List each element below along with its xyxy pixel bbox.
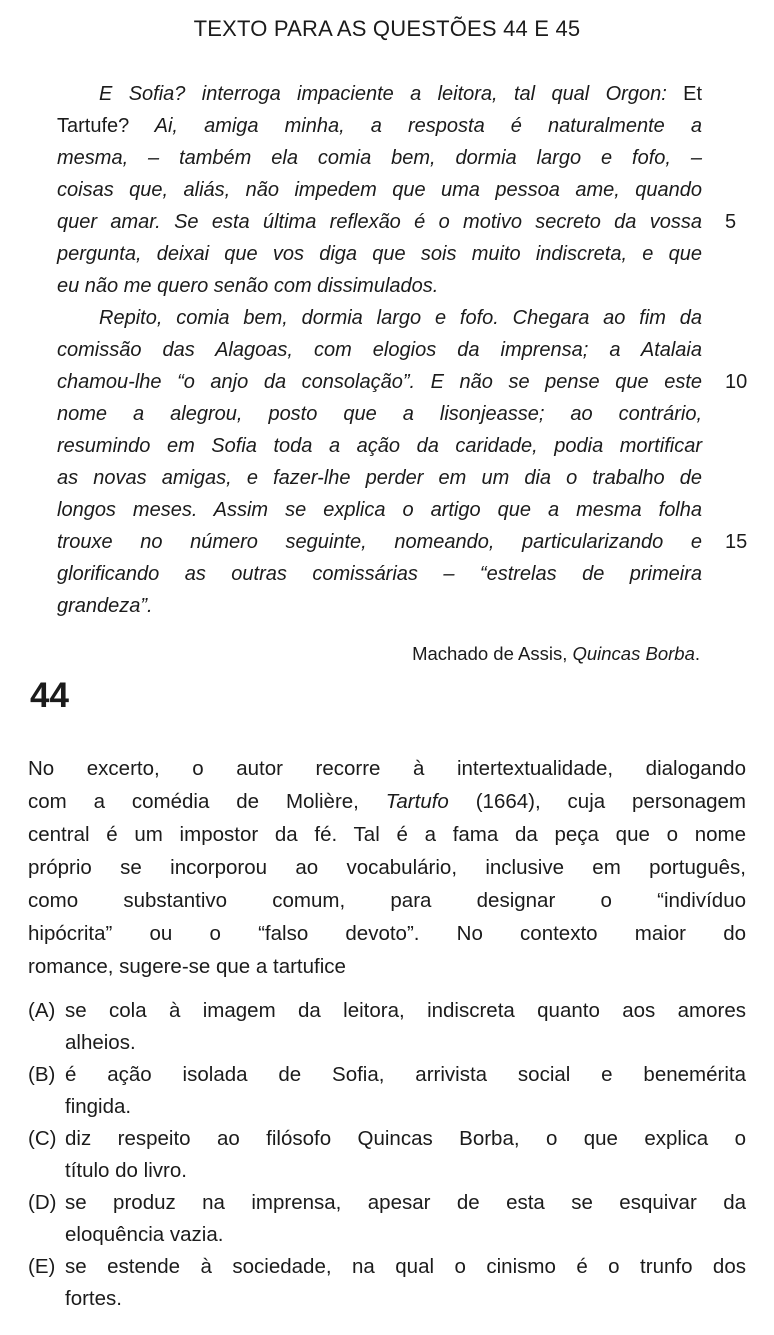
- roman-run: eloquência vazia.: [65, 1223, 224, 1246]
- option-label: (E): [28, 1255, 56, 1278]
- text-line: [65, 1283, 746, 1315]
- italic-run: eu não me quero senão com dissimulados.: [57, 275, 439, 297]
- roman-run: fingida.: [65, 1095, 132, 1118]
- option-text: [65, 995, 746, 1059]
- roman-run: diz respeito ao filósofo Quincas Borba, o que explica o: [65, 1127, 746, 1150]
- text-line: [28, 950, 746, 983]
- option-e: [28, 1251, 746, 1315]
- citation-author: Machado de Assis,: [412, 643, 573, 664]
- text-line: [57, 398, 702, 430]
- passage-citation: [412, 643, 700, 665]
- text-line: [28, 917, 746, 950]
- option-b: [28, 1059, 746, 1123]
- text-line: [65, 1091, 746, 1123]
- line-number-15: 15: [725, 531, 748, 553]
- text-line: [65, 1251, 746, 1283]
- italic-run: pergunta, deixai que vos diga que sois muito indiscreta, e que: [57, 243, 702, 265]
- text-line: [28, 851, 746, 884]
- italic-run: grandeza”.: [57, 595, 153, 617]
- line-number-10: 10: [725, 371, 748, 393]
- italic-run: trouxe no número seguinte, nomeando, particularizando e: [57, 531, 702, 553]
- roman-run: se estende à sociedade, na qual o cinismo é o trunfo dos: [65, 1255, 746, 1278]
- roman-run: hipócrita” ou o “falso devoto”. No contexto maior do: [28, 922, 746, 945]
- roman-run: alheios.: [65, 1031, 136, 1054]
- text-line: [57, 110, 702, 142]
- text-line: [57, 270, 702, 302]
- citation-suffix: .: [694, 643, 700, 664]
- italic-run: chamou-lhe “o anjo da consolação”. E não se pense que este: [57, 371, 702, 393]
- text-line: [65, 995, 746, 1027]
- italic-run: glorificando as outras comissárias – “estrelas de primeira: [57, 563, 702, 585]
- text-line: [28, 752, 746, 785]
- option-label: (C): [28, 1127, 57, 1150]
- text-line: [28, 785, 746, 818]
- citation-work-title: Quincas Borba: [572, 643, 695, 664]
- italic-run: Ai, amiga minha, a resposta é naturalmente a: [129, 115, 702, 137]
- option-a: [28, 995, 746, 1059]
- question-stem: [28, 752, 746, 983]
- roman-run: como substantivo comum, para designar o “indivíduo: [28, 889, 746, 912]
- roman-run: (1664), cuja personagem: [448, 790, 747, 813]
- italic-run: coisas que, aliás, não impedem que uma pessoa ame, quando: [57, 179, 702, 201]
- text-line: [65, 1219, 746, 1251]
- italic-run: comissão das Alagoas, com elogios da imprensa; a Atalaia: [57, 339, 702, 361]
- roman-run: Tartufe?: [57, 115, 130, 137]
- italic-run: nome a alegrou, posto que a lisonjeasse; ao contrário,: [57, 403, 702, 425]
- italic-run: longos meses. Assim se explica o artigo que a mesma folha: [57, 499, 702, 521]
- text-line: [57, 206, 702, 238]
- text-line: [65, 1187, 746, 1219]
- roman-run: se cola à imagem da leitora, indiscreta quanto aos amores: [65, 999, 746, 1022]
- text-line: [65, 1123, 746, 1155]
- italic-run: resumindo em Sofia toda a ação da caridade, podia mortificar: [57, 435, 702, 457]
- roman-run: central é um impostor da fé. Tal é a fama da peça que o nome: [28, 823, 746, 846]
- text-line: [65, 1155, 746, 1187]
- option-text: [65, 1251, 746, 1315]
- roman-run: romance, sugere-se que a tartufice: [28, 955, 346, 978]
- text-line: [57, 430, 702, 462]
- roman-run: é ação isolada de Sofia, arrivista social e benemérita: [65, 1063, 746, 1086]
- italic-run: Repito, comia bem, dormia largo e fofo. Chegara ao fim da: [99, 307, 702, 329]
- option-label: (A): [28, 999, 56, 1022]
- text-line: [57, 526, 702, 558]
- text-line: [57, 494, 702, 526]
- roman-run: fortes.: [65, 1287, 122, 1310]
- text-line: [65, 1059, 746, 1091]
- italic-run: mesma, – também ela comia bem, dormia largo e fofo, –: [57, 147, 702, 169]
- text-line: [57, 558, 702, 590]
- text-line: [57, 302, 702, 334]
- option-c: [28, 1123, 746, 1187]
- italic-run: quer amar. Se esta última reflexão é o motivo secreto da vossa: [57, 211, 702, 233]
- text-line: [28, 818, 746, 851]
- text-line: [57, 142, 702, 174]
- roman-run: título do livro.: [65, 1159, 187, 1182]
- option-text: [65, 1059, 746, 1123]
- italic-run: E Sofia? interroga impaciente a leitora, tal qual Orgon:: [99, 83, 667, 105]
- text-line: [57, 78, 702, 110]
- text-line: [57, 238, 702, 270]
- options-list: [28, 995, 746, 1315]
- passage-header-title: TEXTO PARA AS QUESTÕES 44 E 45: [193, 16, 581, 41]
- text-line: [65, 1027, 746, 1059]
- option-d: [28, 1187, 746, 1251]
- italic-run: as novas amigas, e fazer-lhe perder em um dia o trabalho de: [57, 467, 702, 489]
- question-number: 44: [30, 676, 69, 715]
- option-text: [65, 1187, 746, 1251]
- roman-run: se produz na imprensa, apesar de esta se esquivar da: [65, 1191, 746, 1214]
- option-label: (D): [28, 1191, 57, 1214]
- text-line: [57, 462, 702, 494]
- text-line: [57, 334, 702, 366]
- roman-run: No excerto, o autor recorre à intertextualidade, dialogando: [28, 757, 746, 780]
- passage-text: [57, 78, 702, 622]
- roman-run: Et: [666, 83, 702, 105]
- text-line: [57, 590, 702, 622]
- option-label: (B): [28, 1063, 56, 1086]
- roman-run: próprio se incorporou ao vocabulário, inclusive em português,: [28, 856, 746, 879]
- text-line: [28, 884, 746, 917]
- passage-block: [57, 78, 748, 622]
- text-line: [57, 366, 702, 398]
- text-line: [57, 174, 702, 206]
- option-text: [65, 1123, 746, 1187]
- roman-run: com a comédia de Molière,: [28, 790, 386, 813]
- italic-run: Tartufo: [385, 790, 449, 813]
- line-number-5: 5: [725, 211, 737, 233]
